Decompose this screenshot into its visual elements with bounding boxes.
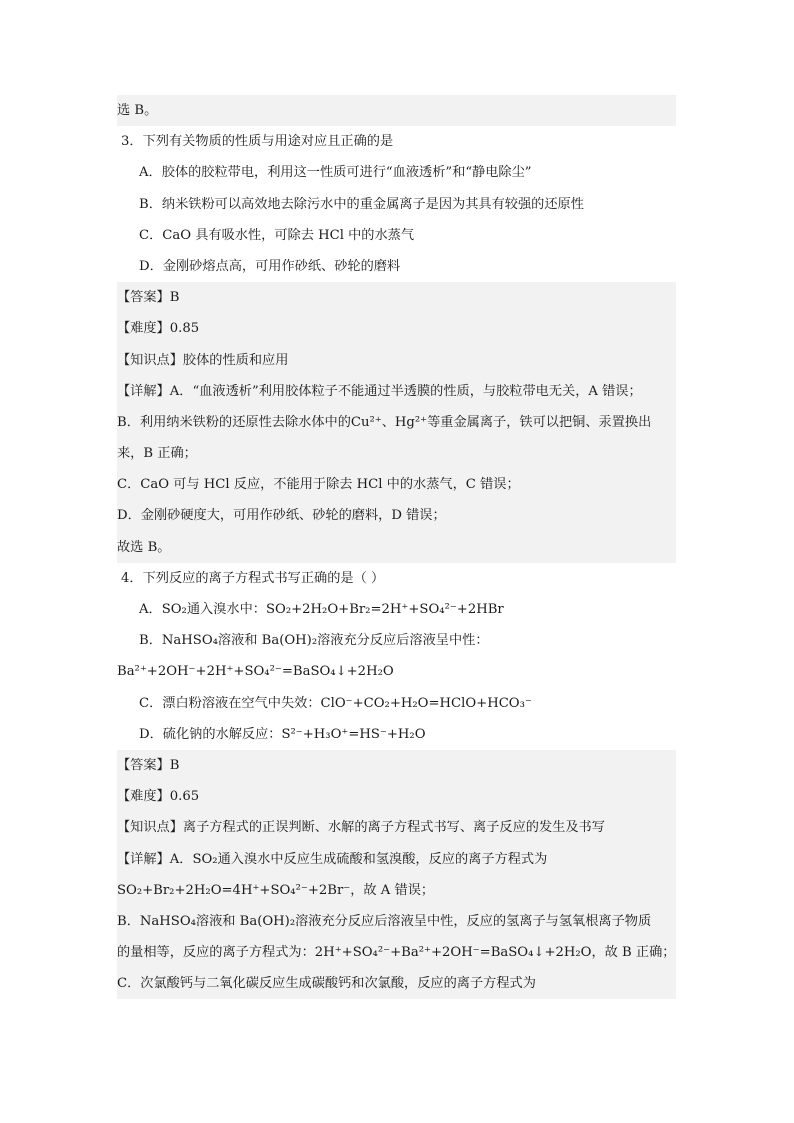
text-line: 来，B 正确；: [117, 438, 676, 469]
text-line: 【难度】0.85: [117, 313, 676, 344]
text-line: 【知识点】离子方程式的正误判断、水解的离子方程式书写、离子反应的发生及书写: [117, 812, 676, 843]
answer-option: C．漂白粉溶液在空气中失效：ClO⁻+CO₂+H₂O=HClO+HCO₃⁻: [139, 695, 532, 711]
text-line: 【详解】A．SO₂通入溴水中反应生成硫酸和氢溴酸，反应的离子方程式为: [117, 844, 676, 875]
document-page: [117, 95, 676, 999]
text-line: 选 B。: [117, 95, 676, 126]
text-line: B．利用纳米铁粉的还原性去除水体中的Cu²⁺、Hg²⁺等重金属离子，铁可以把铜、汞置换出: [117, 407, 676, 438]
text-line: 【知识点】胶体的性质和应用: [117, 345, 676, 376]
text-line: 【详解】A．“血液透析”利用胶体粒子不能通过半透膜的性质，与胶粒带电无关，A 错误；: [117, 376, 676, 407]
answer-option: B．NaHSO₄溶液和 Ba(OH)₂溶液充分反应后溶液呈中性：: [139, 633, 489, 649]
text-line: 【难度】0.65: [117, 781, 676, 812]
text-line: 故选 B。: [117, 532, 676, 563]
text-line: C．次氯酸钙与二氧化碳反应生成碳酸钙和次氯酸，反应的离子方程式为: [117, 968, 676, 999]
text-line: D．金刚砂硬度大，可用作砂纸、砂轮的磨料，D 错误；: [117, 500, 676, 531]
answer-option: D．硫化钠的水解反应：S²⁻+H₃O⁺=HS⁻+H₂O: [139, 726, 426, 742]
text-line: SO₂+Br₂+2H₂O=4H⁺+SO₄²⁻+2Br⁻，故 A 错误；: [117, 875, 676, 906]
text-line: 【答案】B: [117, 750, 676, 781]
answer-option: A．胶体的胶粒带电，利用这一性质可进行“血液透析”和“静电除尘”: [139, 165, 532, 181]
text-line: B．NaHSO₄溶液和 Ba(OH)₂溶液充分反应后溶液呈中性，反应的氢离子与氢氧根离子物质: [117, 906, 676, 937]
text-line: Ba²⁺+2OH⁻+2H⁺+SO₄²⁻=BaSO₄↓+2H₂O: [117, 664, 394, 680]
question-stem: 4．下列反应的离子方程式书写正确的是（ ）: [121, 570, 385, 586]
text-line: C．CaO 可与 HCl 反应，不能用于除去 HCl 中的水蒸气，C 错误；: [117, 469, 676, 500]
text-line: 的量相等，反应的离子方程式为：2H⁺+SO₄²⁻+Ba²⁺+2OH⁻=BaSO₄↓+2H₂O，故 B 正确；: [117, 937, 676, 968]
question-stem: 3．下列有关物质的性质与用途对应且正确的是: [121, 134, 394, 150]
answer-option: D．金刚砂熔点高，可用作砂纸、砂轮的磨料: [139, 258, 401, 274]
answer-option: C．CaO 具有吸水性，可除去 HCl 中的水蒸气: [139, 227, 415, 243]
answer-option: B．纳米铁粉可以高效地去除污水中的重金属离子是因为其具有较强的还原性: [139, 196, 584, 212]
answer-option: A．SO₂通入溴水中：SO₂+2H₂O+Br₂=2H⁺+SO₄²⁻+2HBr: [139, 602, 504, 617]
text-line: 【答案】B: [117, 282, 676, 313]
